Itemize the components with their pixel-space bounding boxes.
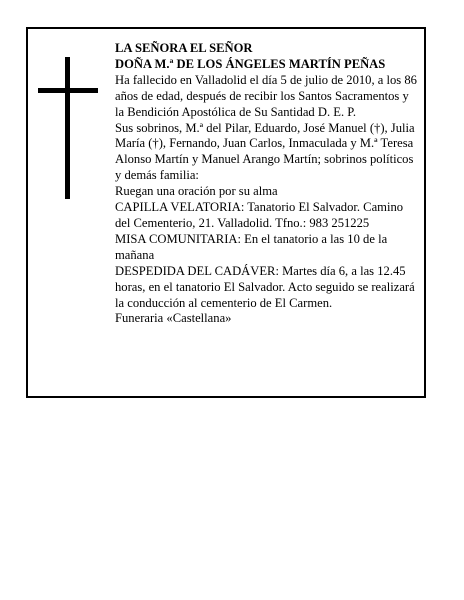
notice-header-line-1: LA SEÑORA EL SEÑOR <box>115 41 253 55</box>
cross-horizontal-bar <box>38 88 98 93</box>
family-list: Sus sobrinos, M.ª del Pilar, Eduardo, José Manuel (†), Julia María (†), Fernando, Juan Carlos, Inmaculada y M.ª Teresa Alonso Martín y Manuel Arango Martín; sobrinos políticos y demás familia: <box>115 120 415 183</box>
latin-cross-icon <box>38 57 98 199</box>
notice-text <box>115 41 420 327</box>
cross-vertical-bar <box>65 57 70 199</box>
wake-chapel-info: CAPILLA VELATORIA: Tanatorio El Salvador. Camino del Cementerio, 21. Valladolid. Tfno.: 983 251225 <box>115 200 404 230</box>
farewell-info: DESPEDIDA DEL CADÁVER: Martes día 6, a las 12.45 horas, en el tanatorio El Salvador. Acto seguido se realizará la conducción al cementerio de El Carmen. <box>115 263 415 310</box>
deceased-name: DOÑA M.ª DE LOS ÁNGELES MARTÍN PEÑAS <box>115 56 386 71</box>
death-announcement: Ha fallecido en Valladolid el día 5 de julio de 2010, a los 86 años de edad, después de recibir los Santos Sacramentos y la Bendición Apostólica de Su Santidad D. E. P. <box>115 72 417 119</box>
mass-info: MISA COMUNITARIA: En el tanatorio a las 10 de la mañana <box>115 231 388 262</box>
funeral-home: Funeraria «Castellana» <box>115 311 232 326</box>
prayer-request: Ruegan una oración por su alma <box>115 184 278 199</box>
death-notice <box>26 27 426 398</box>
